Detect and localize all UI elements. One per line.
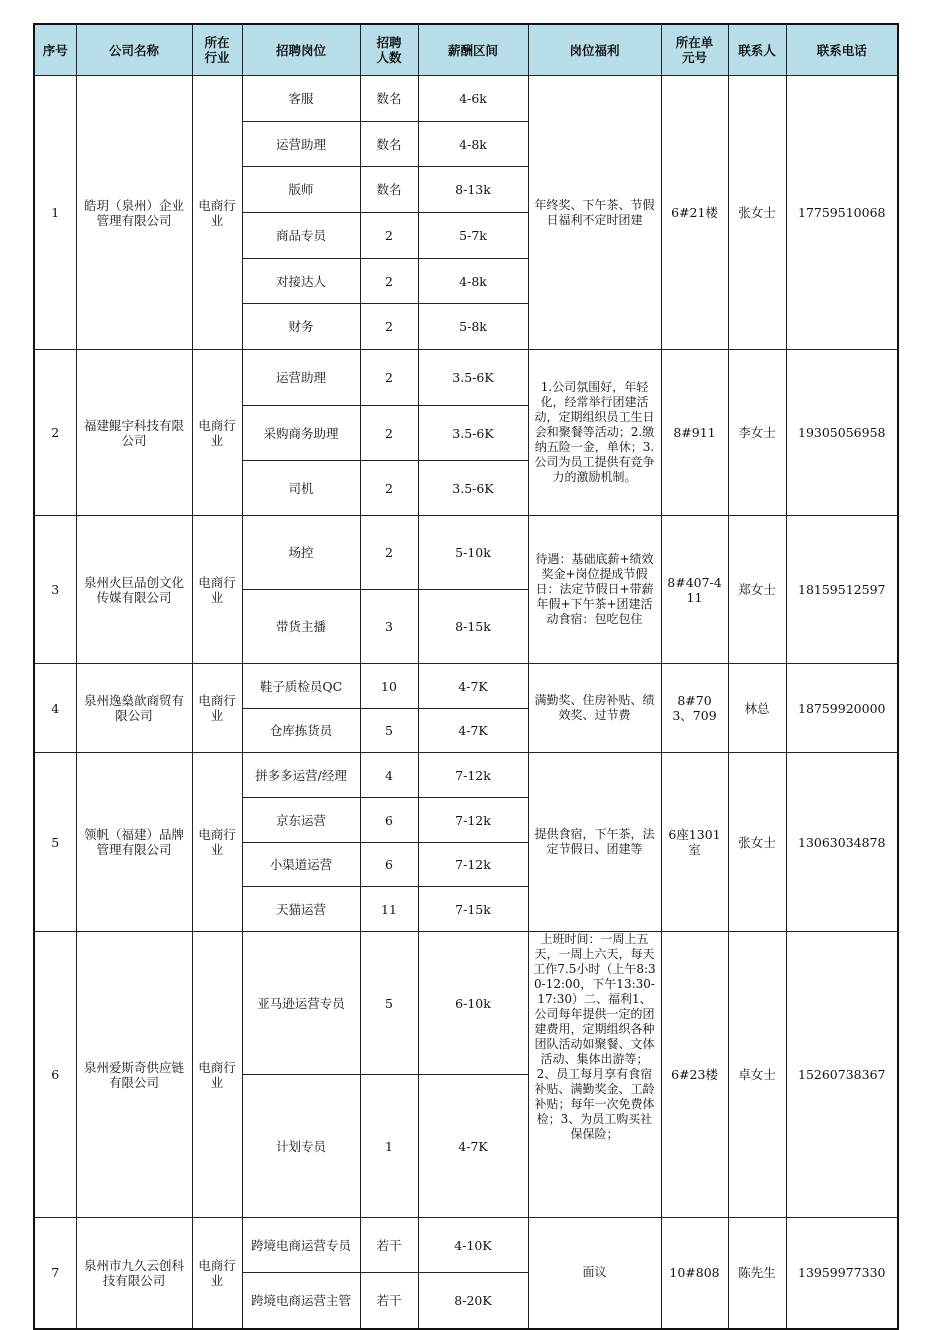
job-count: 2 [360, 304, 418, 350]
header-no: 序号 [34, 24, 76, 76]
job-salary: 4-7K [418, 709, 528, 753]
company-no: 7 [34, 1218, 76, 1329]
company-industry: 电商行业 [192, 932, 242, 1218]
job-title: 司机 [242, 461, 360, 516]
company-no: 5 [34, 753, 76, 932]
company-benefits: 提供食宿，下午茶，法定节假日、团建等 [528, 753, 661, 932]
company-no: 4 [34, 664, 76, 753]
company-phone: 15260738367 [786, 932, 898, 1218]
job-title: 运营助理 [242, 122, 360, 167]
job-count: 数名 [360, 122, 418, 167]
job-salary: 8-20K [418, 1273, 528, 1329]
company-benefits: 面议 [528, 1218, 661, 1329]
company-phone: 13063034878 [786, 753, 898, 932]
company-no: 6 [34, 932, 76, 1218]
job-count: 5 [360, 709, 418, 753]
job-count: 数名 [360, 167, 418, 213]
company-name: 泉州火巨品创文化传媒有限公司 [76, 516, 192, 664]
company-unit: 8#911 [661, 350, 728, 516]
job-count: 1 [360, 1075, 418, 1218]
job-title: 采购商务助理 [242, 406, 360, 461]
job-salary: 6-10k [418, 932, 528, 1075]
job-title: 亚马逊运营专员 [242, 932, 360, 1075]
job-title: 商品专员 [242, 213, 360, 259]
company-name: 泉州爱斯奇供应链有限公司 [76, 932, 192, 1218]
job-salary: 3.5-6K [418, 406, 528, 461]
job-count: 4 [360, 753, 418, 798]
job-count: 2 [360, 516, 418, 590]
job-count: 数名 [360, 76, 418, 122]
job-title: 拼多多运营/经理 [242, 753, 360, 798]
header-count: 招聘人数 [360, 24, 418, 76]
table-row [34, 932, 898, 1075]
job-count: 若干 [360, 1218, 418, 1273]
job-salary: 3.5-6K [418, 461, 528, 516]
job-salary: 4-10K [418, 1218, 528, 1273]
company-contact: 郑女士 [728, 516, 786, 664]
company-contact: 张女士 [728, 753, 786, 932]
job-salary: 8-13k [418, 167, 528, 213]
table-row [34, 664, 898, 709]
job-salary: 4-7K [418, 664, 528, 709]
job-count: 10 [360, 664, 418, 709]
job-salary: 4-6k [418, 76, 528, 122]
company-no: 2 [34, 350, 76, 516]
company-name: 福建鲲宇科技有限公司 [76, 350, 192, 516]
header-position: 招聘岗位 [242, 24, 360, 76]
company-industry: 电商行业 [192, 350, 242, 516]
company-unit: 6#21楼 [661, 76, 728, 350]
company-contact: 李女士 [728, 350, 786, 516]
job-count: 6 [360, 843, 418, 887]
company-benefits: 上班时间：一周上五天，一周上六天，每天工作7.5小时（上午8:30-12:00，下午13:30-17:30）二、福利1、公司每年提供一定的团建费用，定期组织各种团队活动如聚餐、文体活动、集体出游等；2、员工每月享有食宿补贴、满勤奖金、工龄补贴；每年一次免费体检；3、为员工购买社保保险； [533, 932, 656, 1141]
header-company: 公司名称 [76, 24, 192, 76]
company-name: 泉州逸燊歆商贸有限公司 [76, 664, 192, 753]
company-phone: 18159512597 [786, 516, 898, 664]
job-title: 对接达人 [242, 259, 360, 304]
job-salary: 4-7K [418, 1075, 528, 1218]
job-salary: 7-12k [418, 798, 528, 843]
recruitment-sheet [33, 23, 897, 1330]
table-row [34, 76, 898, 122]
table-row [34, 1218, 898, 1273]
job-salary: 7-12k [418, 843, 528, 887]
job-salary: 7-12k [418, 753, 528, 798]
job-title: 计划专员 [242, 1075, 360, 1218]
company-unit: 8#407-411 [661, 516, 728, 664]
company-phone: 18759920000 [786, 664, 898, 753]
header-benefits: 岗位福利 [528, 24, 661, 76]
job-title: 仓库拣货员 [242, 709, 360, 753]
company-unit: 10#808 [661, 1218, 728, 1329]
job-salary: 5-7k [418, 213, 528, 259]
job-count: 3 [360, 590, 418, 664]
company-name: 皓玥（泉州）企业管理有限公司 [76, 76, 192, 350]
company-contact: 张女士 [728, 76, 786, 350]
header-contact: 联系人 [728, 24, 786, 76]
company-no: 1 [34, 76, 76, 350]
job-title: 运营助理 [242, 350, 360, 406]
table-row [34, 350, 898, 406]
job-title: 小渠道运营 [242, 843, 360, 887]
company-unit: 6座1301室 [661, 753, 728, 932]
company-benefits: 年终奖、下午茶、节假日福利不定时团建 [528, 76, 661, 350]
header-phone: 联系电话 [786, 24, 898, 76]
job-title: 版师 [242, 167, 360, 213]
company-benefits-cell [528, 932, 661, 1218]
job-title: 跨境电商运营主管 [242, 1273, 360, 1329]
job-title: 跨境电商运营专员 [242, 1218, 360, 1273]
job-salary: 8-15k [418, 590, 528, 664]
header-row [34, 24, 898, 76]
job-salary: 3.5-6K [418, 350, 528, 406]
job-title: 财务 [242, 304, 360, 350]
company-phone: 17759510068 [786, 76, 898, 350]
recruitment-table [33, 23, 899, 1330]
job-title: 京东运营 [242, 798, 360, 843]
company-phone: 19305056958 [786, 350, 898, 516]
company-phone: 13959977330 [786, 1218, 898, 1329]
company-benefits: 1.公司氛围好，年轻化，经常举行团建活动，定期组织员工生日会和聚餐等活动；2.缴纳五险一金，单休；3.公司为员工提供有竞争力的激励机制。 [528, 350, 661, 516]
job-count: 2 [360, 259, 418, 304]
table-row [34, 516, 898, 590]
job-salary: 7-15k [418, 887, 528, 932]
company-name: 领帆（福建）品牌管理有限公司 [76, 753, 192, 932]
job-count: 2 [360, 461, 418, 516]
job-title: 带货主播 [242, 590, 360, 664]
header-industry: 所在行业 [192, 24, 242, 76]
job-salary: 4-8k [418, 259, 528, 304]
company-name: 泉州市九久云创科技有限公司 [76, 1218, 192, 1329]
company-industry: 电商行业 [192, 664, 242, 753]
company-industry: 电商行业 [192, 1218, 242, 1329]
company-contact: 林总 [728, 664, 786, 753]
job-count: 5 [360, 932, 418, 1075]
job-count: 11 [360, 887, 418, 932]
company-benefits: 满勤奖、住房补贴、绩效奖、过节费 [528, 664, 661, 753]
job-title: 客服 [242, 76, 360, 122]
job-salary: 4-8k [418, 122, 528, 167]
job-count: 6 [360, 798, 418, 843]
job-count: 2 [360, 213, 418, 259]
company-contact: 卓女士 [728, 932, 786, 1218]
company-unit: 8#703、709 [661, 664, 728, 753]
job-title: 场控 [242, 516, 360, 590]
table-row [34, 753, 898, 798]
company-industry: 电商行业 [192, 753, 242, 932]
company-industry: 电商行业 [192, 76, 242, 350]
company-no: 3 [34, 516, 76, 664]
header-unit: 所在单元号 [661, 24, 728, 76]
job-title: 天猫运营 [242, 887, 360, 932]
job-salary: 5-8k [418, 304, 528, 350]
job-count: 2 [360, 406, 418, 461]
job-salary: 5-10k [418, 516, 528, 590]
job-count: 2 [360, 350, 418, 406]
company-industry: 电商行业 [192, 516, 242, 664]
company-contact: 陈先生 [728, 1218, 786, 1329]
company-unit: 6#23楼 [661, 932, 728, 1218]
company-benefits: 待遇：基础底薪+绩效奖金+岗位提成节假日：法定节假日+带薪年假+下午茶+团建活动食宿：包吃包住 [528, 516, 661, 664]
job-count: 若干 [360, 1273, 418, 1329]
job-title: 鞋子质检员QC [242, 664, 360, 709]
header-salary: 薪酬区间 [418, 24, 528, 76]
